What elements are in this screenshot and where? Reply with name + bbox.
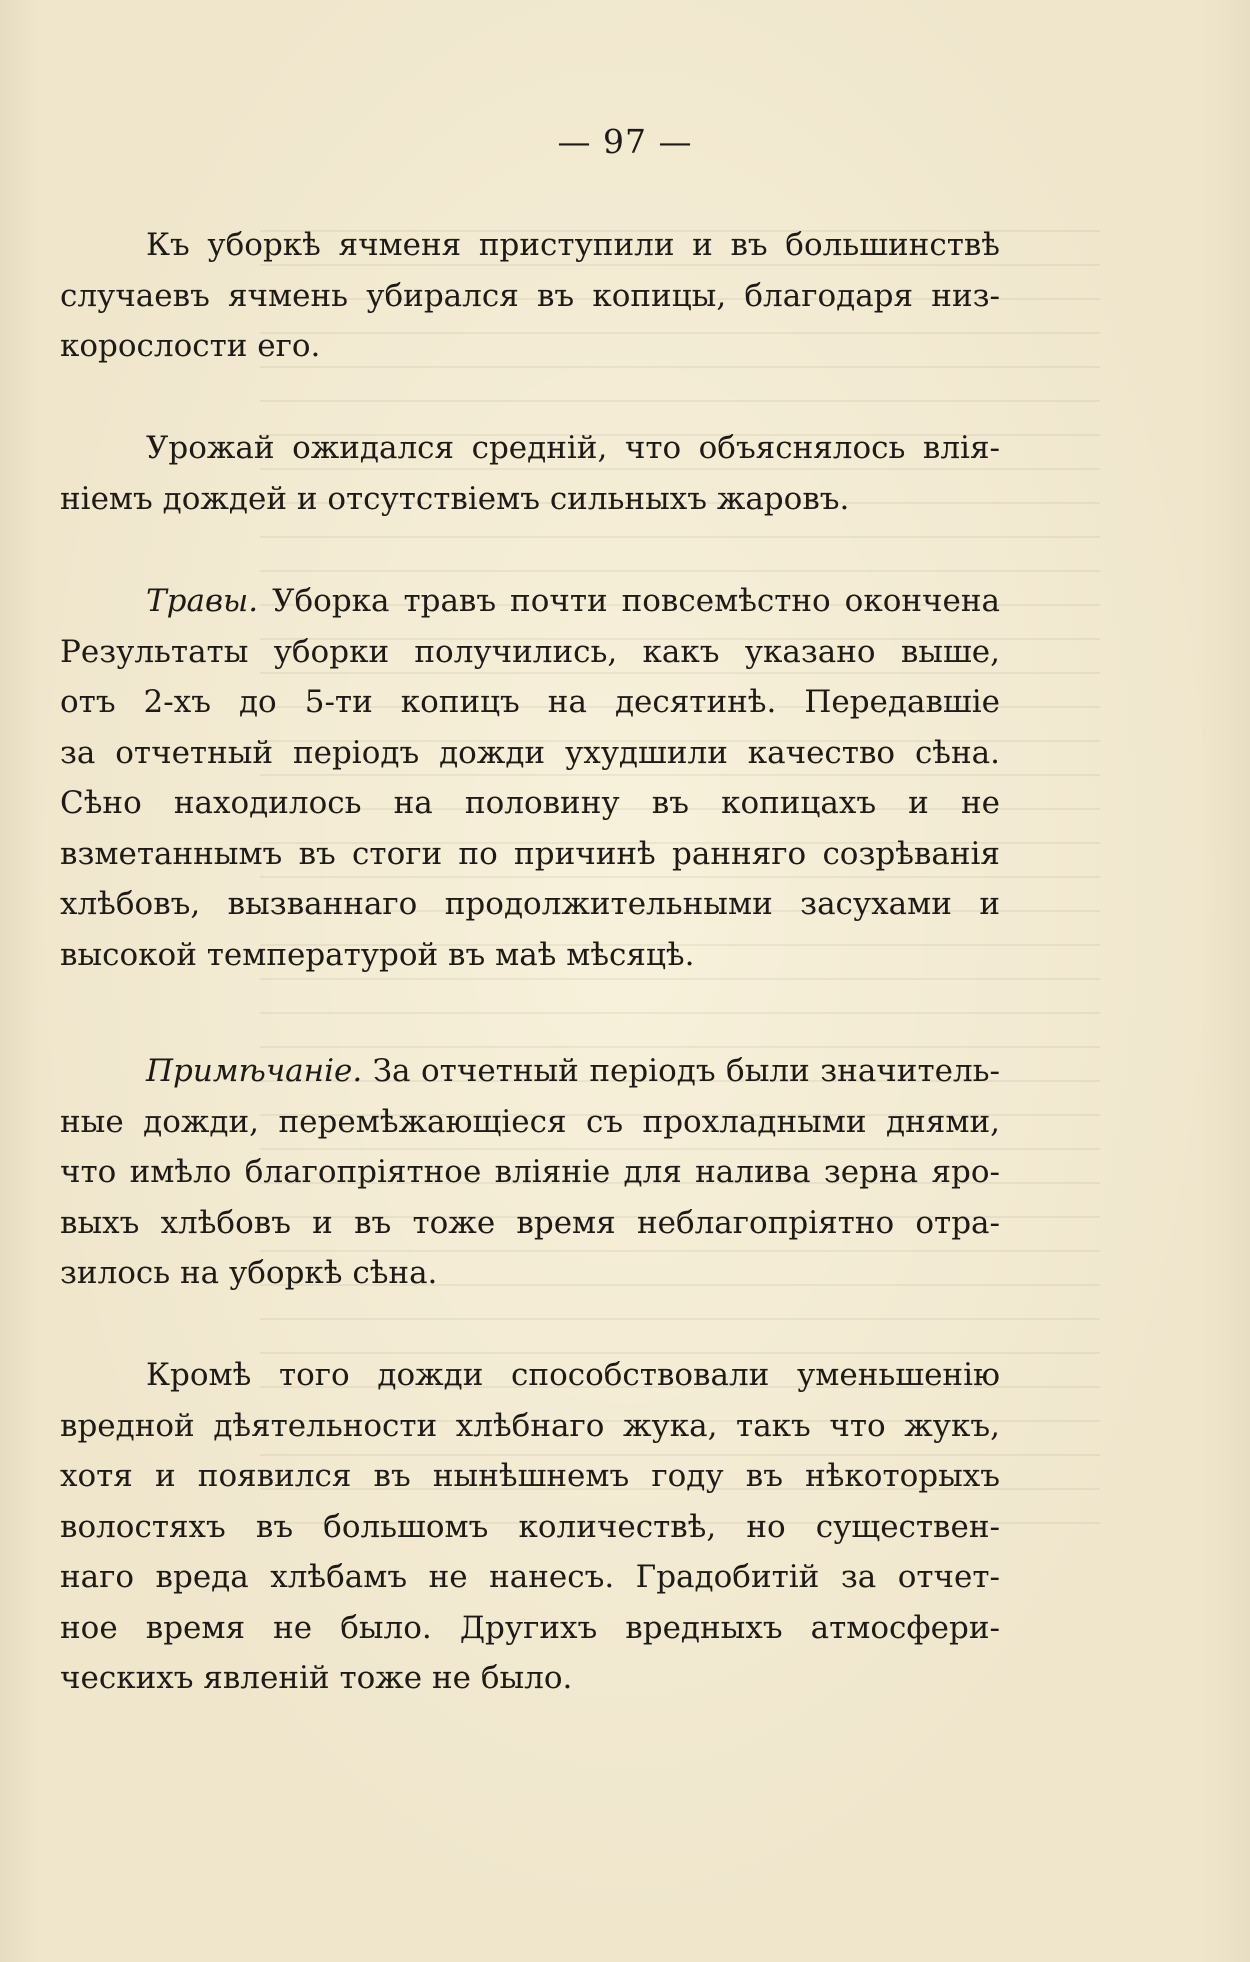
text-line: ные дожди, перемѣжающiеся съ прохладными днями, xyxy=(60,1103,1000,1140)
text-line: случаевъ ячмень убирался въ копицы, благодаря низ- xyxy=(60,277,1000,314)
text-line: ческихъ явленiй тоже не было. xyxy=(60,1660,573,1696)
text-line: хлѣбовъ, вызваннаго продолжительными засухами и xyxy=(60,886,1000,922)
text-line: взметаннымъ въ стоги по причинѣ ранняго созрѣванiя xyxy=(60,835,1000,872)
text-line: Урожай ожидался среднiй, что объяснялось влiя- xyxy=(146,430,1000,466)
text-line: Кромѣ того дожди способствовали уменьшенiю xyxy=(146,1357,1000,1393)
page-number: — 97 — xyxy=(557,122,693,161)
text-line: отъ 2-хъ до 5-ти копицъ на десятинѣ. Передавшiе xyxy=(60,684,1000,720)
text-line: ное время не было. Другихъ вредныхъ атмосфери- xyxy=(60,1609,1000,1646)
text-line: Къ уборкѣ ячменя приступили и въ большинствѣ xyxy=(146,227,1000,263)
paragraph-barley-harvest xyxy=(60,220,1000,372)
text-line xyxy=(60,576,1000,627)
text-line: зилось на уборкѣ сѣна. xyxy=(60,1255,438,1291)
text-line: волостяхъ въ большомъ количествѣ, но существен- xyxy=(60,1508,1000,1545)
text-line xyxy=(60,1046,1000,1097)
text-line: что имѣло благопрiятное влiянiе для налива зерна яро- xyxy=(60,1154,1000,1190)
paragraph-note xyxy=(60,1046,1000,1299)
paragraph-pests-and-hail xyxy=(60,1350,1000,1704)
text-line: хотя и появился въ нынѣшнемъ году въ нѣкоторыхъ xyxy=(60,1458,1000,1494)
text-line: корослости его. xyxy=(60,328,321,364)
section-lead-grasses: Травы. xyxy=(146,583,259,619)
text-line: Сѣно находилось на половину въ копицахъ и не xyxy=(60,785,1000,821)
text-line-rest: За отчетный перiодъ были значитель- xyxy=(372,1053,1000,1089)
text-line-rest: Уборка травъ почти повсемѣстно окончена xyxy=(272,583,1001,619)
paragraph-grasses xyxy=(60,576,1000,980)
text-line: высокой температурой въ маѣ мѣсяцѣ. xyxy=(60,936,695,973)
paragraph-yield-expectation xyxy=(60,423,1000,524)
text-line: вредной дѣятельности хлѣбнаго жука, такъ что жукъ, xyxy=(60,1407,1000,1444)
text-line: за отчетный перiодъ дожди ухудшили качество сѣна. xyxy=(60,734,1000,771)
text-line: выхъ хлѣбовъ и въ тоже время неблагопрiятно отра- xyxy=(60,1204,1000,1241)
text-line: Результаты уборки получились, какъ указано выше, xyxy=(60,633,1000,670)
text-line: наго вреда хлѣбамъ не нанесъ. Градобитiй за отчет- xyxy=(60,1559,1000,1595)
text-line: нiемъ дождей и отсутствiемъ сильныхъ жаровъ. xyxy=(60,480,850,517)
section-lead-note: Примѣчанiе. xyxy=(146,1053,363,1089)
